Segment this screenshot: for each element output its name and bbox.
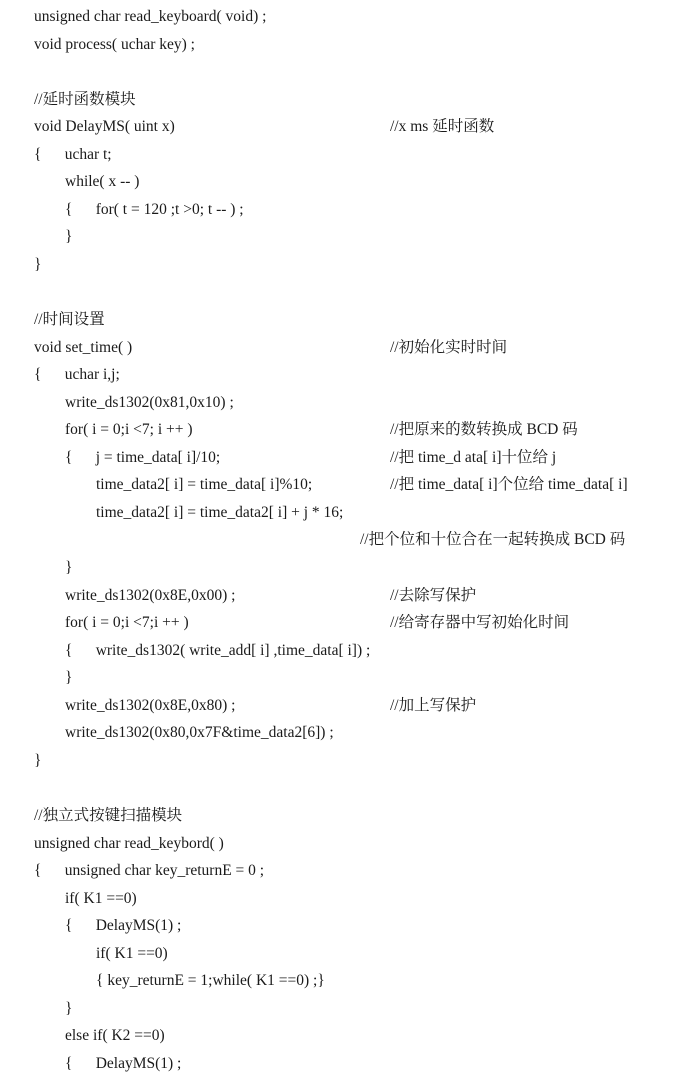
code-line: { DelayMS(1) ;: [34, 917, 182, 935]
code-line: for( i = 0;i <7; i ++ ): [34, 421, 193, 439]
code-line: }: [34, 669, 73, 687]
code-comment: //初始化实时时间: [390, 338, 508, 356]
code-line: if( K1 ==0): [34, 944, 168, 962]
code-comment: //加上写保护: [390, 696, 477, 714]
code-line: write_ds1302(0x8E,0x00) ;: [34, 586, 236, 604]
code-line: //独立式按键扫描模块: [34, 806, 183, 824]
code-line: void set_time( ): [34, 338, 133, 356]
code-line: unsigned char read_keyboard( void) ;: [34, 8, 267, 25]
code-line: if( K1 ==0): [34, 889, 137, 907]
code-line: { key_returnE = 1;while( K1 ==0) ;}: [34, 972, 325, 990]
code-line: void process( uchar key) ;: [34, 35, 195, 53]
code-line: for( i = 0;i <7;i ++ ): [34, 614, 189, 632]
code-line: }: [34, 255, 42, 273]
code-line: { for( t = 120 ;t >0; t -- ) ;: [34, 200, 244, 218]
code-comment: //把原来的数转换成 BCD 码: [390, 421, 578, 439]
code-line: }: [34, 559, 73, 576]
code-comment: //把个位和十位合在一起转换成 BCD 码: [360, 531, 626, 549]
code-comment: //去除写保护: [390, 586, 477, 604]
code-line: }: [34, 228, 73, 246]
code-line: write_ds1302(0x80,0x7F&time_data2[6]) ;: [34, 724, 334, 742]
code-line: { uchar i,j;: [34, 366, 120, 384]
code-line: //延时函数模块: [34, 90, 136, 108]
code-line: { j = time_data[ i]/10;: [34, 448, 221, 466]
code-line: write_ds1302(0x8E,0x80) ;: [34, 696, 236, 714]
code-comment: //把 time_d ata[ i]十位给 j: [390, 448, 557, 466]
code-comment: //把 time_data[ i]个位给 time_data[ i]: [390, 476, 628, 494]
code-comment: //给寄存器中写初始化时间: [390, 614, 570, 632]
code-line: { unsigned char key_returnE = 0 ;: [34, 862, 265, 880]
code-line: unsigned char read_keybord( ): [34, 834, 224, 852]
code-line: else if( K2 ==0): [34, 1027, 165, 1045]
code-line: { DelayMS(1) ;: [34, 1054, 182, 1072]
code-line: }: [34, 999, 73, 1017]
code-line: //时间设置: [34, 311, 105, 329]
code-comment: //x ms 延时函数: [390, 118, 495, 136]
code-line: while( x -- ): [34, 173, 140, 191]
code-line: time_data2[ i] = time_data2[ i] + j * 16;: [34, 503, 344, 521]
code-line: { write_ds1302( write_add[ i] ,time_data[ i]) ;: [34, 641, 371, 659]
code-line: }: [34, 751, 42, 769]
code-line: { uchar t;: [34, 145, 112, 163]
code-line: void DelayMS( uint x): [34, 118, 175, 136]
code-line: write_ds1302(0x81,0x10) ;: [34, 393, 234, 411]
code-line: time_data2[ i] = time_data[ i]%10;: [34, 476, 313, 494]
